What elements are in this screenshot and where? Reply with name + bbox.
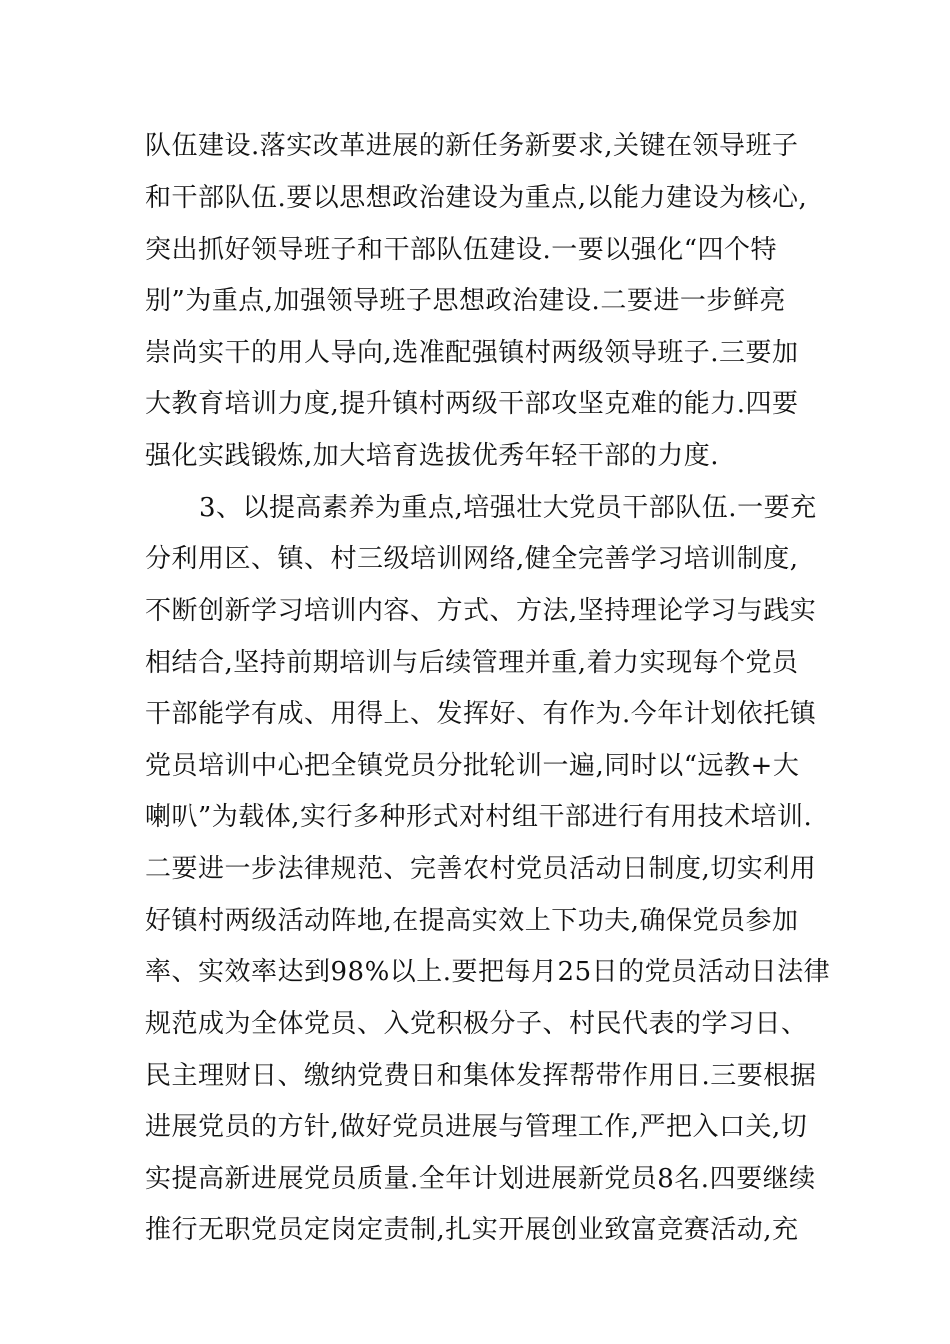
text-line: 率、实效率达到98%以上.要把每月25日的党员活动日法律 <box>145 957 831 987</box>
text-line: 大教育培训力度,提升镇村两级干部攻坚克难的能力.四要 <box>145 389 799 419</box>
text-line: 推行无职党员定岗定责制,扎实开展创业致富竞赛活动,充 <box>145 1215 799 1245</box>
text-line: 进展党员的方针,做好党员进展与管理工作,严把入口关,切 <box>145 1112 808 1142</box>
text-line: 党员培训中心把全镇党员分批轮训一遍,同时以“远教+大 <box>145 751 800 781</box>
text-line: 别”为重点,加强领导班子思想政治建设.二要进一步鲜亮 <box>145 286 786 316</box>
text-line: 干部能学有成、用得上、发挥好、有作为.今年计划依托镇 <box>145 699 817 729</box>
text-line: 分利用区、镇、村三级培训网络,健全完善学习培训制度, <box>145 544 799 574</box>
text-line: 喇叭”为载体,实行多种形式对村组干部进行有用技术培训. <box>145 802 813 832</box>
text-line: 二要进一步法律规范、完善农村党员活动日制度,切实利用 <box>145 854 817 884</box>
text-line: 强化实践锻炼,加大培育选拔优秀年轻干部的力度. <box>145 441 720 471</box>
paragraph-first-line: 3、以提高素养为重点,培强壮大党员干部队伍.一要充 <box>199 493 817 523</box>
text-line: 崇尚实干的用人导向,选准配强镇村两级领导班子.三要加 <box>145 338 799 368</box>
text-line: 队伍建设.落实改革进展的新任务新要求,关键在领导班子 <box>145 131 799 161</box>
text-line: 规范成为全体党员、入党积极分子、村民代表的学习日、 <box>145 1009 808 1039</box>
text-line: 实提高新进展党员质量.全年计划进展新党员8名.四要继续 <box>145 1164 816 1194</box>
text-line: 不断创新学习培训内容、方式、方法,坚持理论学习与践实 <box>145 596 817 626</box>
text-line: 相结合,坚持前期培训与后续管理并重,着力实现每个党员 <box>145 648 799 678</box>
text-line: 突出抓好领导班子和干部队伍建设.一要以强化“四个特 <box>145 235 778 265</box>
text-line: 和干部队伍.要以思想政治建设为重点,以能力建设为核心, <box>145 183 808 213</box>
text-line: 民主理财日、缴纳党费日和集体发挥帮带作用日.三要根据 <box>145 1061 817 1091</box>
text-line: 好镇村两级活动阵地,在提高实效上下功夫,确保党员参加 <box>145 906 799 936</box>
